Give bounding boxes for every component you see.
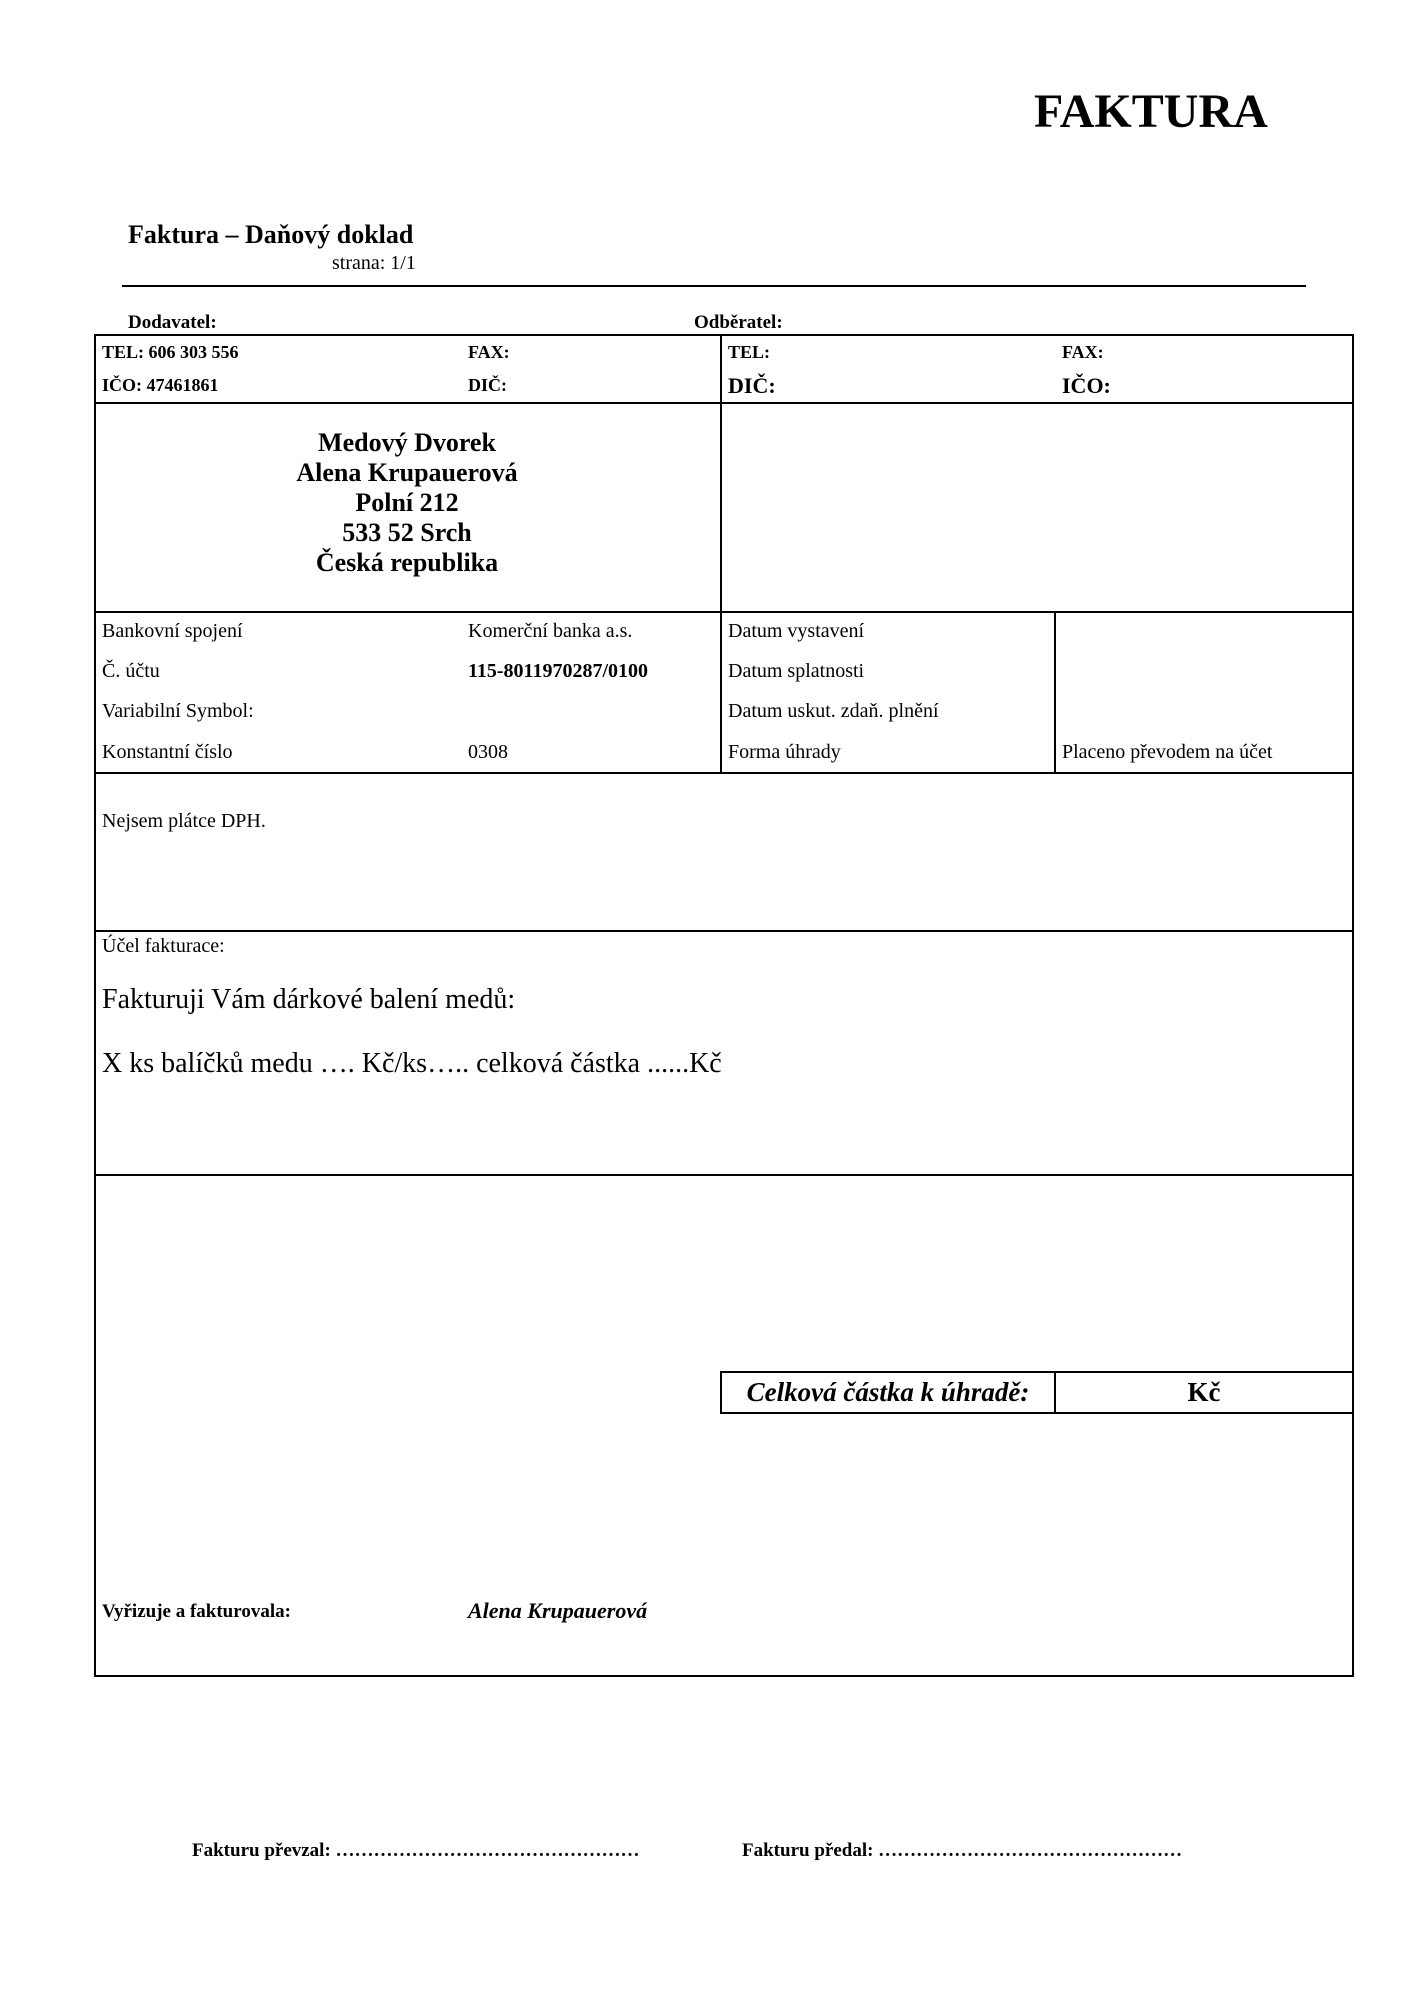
vat-note: Nejsem plátce DPH. bbox=[102, 810, 266, 832]
issuer-name: Alena Krupauerová bbox=[468, 1598, 648, 1623]
total-currency: Kč bbox=[1187, 1377, 1221, 1407]
supplier-street: Polní 212 bbox=[355, 488, 459, 517]
row-divider-vat bbox=[94, 930, 1354, 932]
bank-label: Bankovní spojení bbox=[102, 620, 243, 642]
received-by-signature-line: Fakturu převzal: ………………………………………… bbox=[192, 1840, 640, 1861]
customer-fax: FAX: bbox=[1062, 342, 1104, 362]
customer-dic: DIČ: bbox=[728, 373, 776, 398]
column-divider-dates bbox=[1054, 611, 1056, 774]
supplier-heading: Dodavatel: bbox=[128, 312, 217, 333]
supplier-dic: DIČ: bbox=[468, 375, 507, 395]
header-divider bbox=[122, 285, 1306, 287]
account-value: 115-8011970287/0100 bbox=[468, 660, 649, 682]
table-bottom-border bbox=[94, 1675, 1354, 1677]
purpose-line-2: X ks balíčků medu …. Kč/ks….. celková částka ......Kč bbox=[102, 1048, 722, 1079]
supplier-ico: IČO: 47461861 bbox=[102, 375, 219, 395]
page-number: strana: 1/1 bbox=[332, 252, 416, 274]
row-divider-contacts bbox=[94, 402, 1354, 404]
issuer-label: Vyřizuje a fakturovala: bbox=[102, 1601, 291, 1622]
row-divider-purpose bbox=[94, 1174, 1354, 1176]
total-box-bottom bbox=[720, 1412, 1354, 1414]
issue-date-label: Datum vystavení bbox=[728, 620, 865, 642]
due-date-label: Datum splatnosti bbox=[728, 660, 865, 682]
column-divider-parties bbox=[720, 334, 722, 774]
row-divider-address bbox=[94, 611, 1354, 613]
table-right-border bbox=[1352, 334, 1354, 1677]
total-box-top bbox=[720, 1371, 1354, 1373]
purpose-line-1: Fakturuji Vám dárkové balení medů: bbox=[102, 984, 516, 1015]
supplier-company: Medový Dvorek bbox=[318, 428, 496, 457]
customer-ico: IČO: bbox=[1062, 373, 1111, 398]
supplier-fax: FAX: bbox=[468, 342, 510, 362]
supplier-person: Alena Krupauerová bbox=[296, 458, 518, 487]
customer-tel: TEL: bbox=[728, 342, 771, 362]
total-label: Celková částka k úhradě: bbox=[746, 1377, 1030, 1407]
document-title: FAKTURA bbox=[1034, 85, 1268, 138]
taxable-date-label: Datum uskut. zdaň. plnění bbox=[728, 700, 939, 722]
payment-method-label: Forma úhrady bbox=[728, 741, 841, 763]
supplier-address bbox=[94, 428, 720, 578]
payment-method-value: Placeno převodem na účet bbox=[1062, 741, 1273, 763]
bank-value: Komerční banka a.s. bbox=[468, 620, 633, 642]
row-divider-bank bbox=[94, 772, 1354, 774]
handed-by-signature-line: Fakturu předal: ………………………………………… bbox=[742, 1840, 1183, 1861]
constant-symbol-value: 0308 bbox=[468, 741, 508, 763]
supplier-tel: TEL: 606 303 556 bbox=[102, 342, 239, 362]
supplier-country: Česká republika bbox=[315, 548, 499, 577]
table-top-border bbox=[94, 334, 1354, 336]
invoice-subtitle: Faktura – Daňový doklad bbox=[128, 220, 414, 249]
supplier-city: 533 52 Srch bbox=[342, 518, 472, 547]
account-label: Č. účtu bbox=[102, 660, 160, 682]
variable-symbol-label: Variabilní Symbol: bbox=[102, 700, 254, 722]
purpose-label: Účel fakturace: bbox=[102, 935, 225, 957]
constant-symbol-label: Konstantní číslo bbox=[102, 741, 233, 763]
customer-heading: Odběratel: bbox=[694, 312, 783, 333]
